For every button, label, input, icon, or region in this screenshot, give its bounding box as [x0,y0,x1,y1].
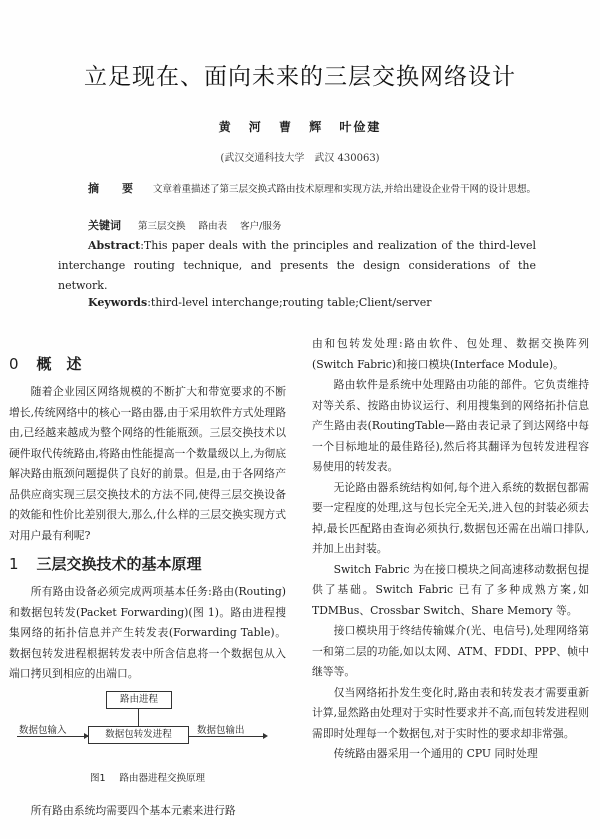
paragraph: 由和包转发处理:路由软件、包处理、数据交换阵列(Switch Fabric)和接口模块(Interface Module)。 [312,337,589,371]
routing-process-box: 路由进程 [106,691,172,709]
paragraph: 无论路由器系统结构如何,每个进入系统的数据包都需要一定程度的处理,这与包长完全无关,进入包的封装必须去掉,最长匹配路由查询必须执行,数据包还需在出端口排队,并加上出封装。 [312,480,589,555]
author-name: 曹 [278,120,293,134]
keywords-cn-label: 关键词 [88,219,121,232]
abstract-en-label: Abstract [88,239,141,252]
arrow-right-icon [263,733,268,739]
keywords-en-label: Keywords [88,296,148,309]
keyword-cn: 客户/服务 [240,221,282,232]
paragraph: 所有路由系统均需要四个基本元素来进行路 [30,803,236,817]
abstract-cn-text: 文章着重描述了第三层交换式路由技术原理和实现方法,并给出建设企业骨干网的设计思想。 [153,184,537,195]
section-number: 1 [9,555,19,573]
output-arrow-line [188,736,265,737]
abstract-cn-label: 摘 要 [88,182,139,195]
abstract-en [58,236,536,296]
paragraph: 仅当网络拓扑发生变化时,路由表和转发表才需要重新计算,显然路由处理对于实时性要求并不高,而包转发进程则需即时处理每一个数据包,对于实时性的要求却非常强。 [312,685,589,740]
author-name: 辉 [309,120,324,134]
paragraph: 所有路由设备必须完成两项基本任务:路由(Routing)和数据包转发(Packet Forwarding)(图 1)。路由进程搜集网络的拓扑信息并产生转发表(Forwarding Table)。数据包转发进程根据转发表中所含信息将一个数据包从入端口拷贝到相应的出端口。 [9,585,286,680]
caption-text: 路由器进程交换原理 [119,772,206,784]
section-title: 概 述 [36,355,82,373]
author-name: 河 [248,120,263,134]
caption-number: 图1 [89,772,106,784]
input-arrow-line [17,736,88,737]
keyword-cn: 路由表 [198,221,228,232]
forwarding-process-box: 数据包转发进程 [88,726,189,744]
keywords-en-text: :third-level interchange;routing table;Client/server [147,296,432,309]
figure-1 [9,691,286,797]
paragraph: 接口模块用于终结传输媒介(光、电信号),处理网络第一和第二层的功能,如以太网、ATM、FDDI、PPP、帧中继等等。 [312,624,589,678]
output-label: 数据包输出 [197,724,245,736]
paragraph: 路由软件是系统中处理路由功能的部件。它负责维持对等关系、按路由协议运行、利用搜集到的网络拓扑信息产生路由表(RoutingTable—路由表记录了到达网络中每一个目标地址的最佳路径),然后将其翻译为包转发进程容易使用的转发表。 [312,378,589,473]
keywords-en [88,296,538,309]
paragraph: 随着企业园区网络规模的不断扩大和带宽要求的不断增长,传统网络中的核心一路由器,由于采用软件方式处理路由,已经越来越成为整个网络的性能瓶颈。三层交换技术以硬件取代传统路由,将路由性能提高一个数量级以上,为彻底解决路由瓶颈问题提供了良好的前景。但是,由于各网络产品供应商实现三层交换技术的方法不同,使得三层交换设备的效能和性价比差别很大,那么,什么样的三层交换实现方式对用户最有利呢? [9,385,286,542]
section-title: 三层交换技术的基本原理 [36,555,202,573]
author-name: 黄 [218,120,233,134]
figure-caption [9,769,286,790]
abstract-cn [58,180,540,198]
left-column [9,350,286,821]
section-number: 0 [9,355,19,373]
paragraph: 传统路由器采用一个通用的 CPU 同时处理 [333,747,538,760]
paragraph: Switch Fabric 为在接口模块之间高速移动数据包提供了基础。Switch Fabric 已有了多种成熟方案,如 TDMBus、Crossbar Switch、Share Memory 等。 [312,562,589,617]
author-name: 叶俭建 [339,120,382,134]
right-column [312,334,589,765]
abstract-en-text: :This paper deals with the principles and realization of the third-level interchange routing technique, and presents the design considerations of the network. [58,239,536,292]
paper-title: 立足现在、面向未来的三层交换网络设计 [84,64,516,90]
affiliation: (武汉交通科技大学 武汉 430063) [220,153,380,164]
keywords-cn [88,217,538,233]
section-heading [9,552,286,576]
input-label: 数据包输入 [19,724,67,736]
keyword-cn: 第三层交换 [138,221,186,232]
authors [0,118,600,135]
connector-line [138,708,139,726]
section-heading [9,352,286,376]
